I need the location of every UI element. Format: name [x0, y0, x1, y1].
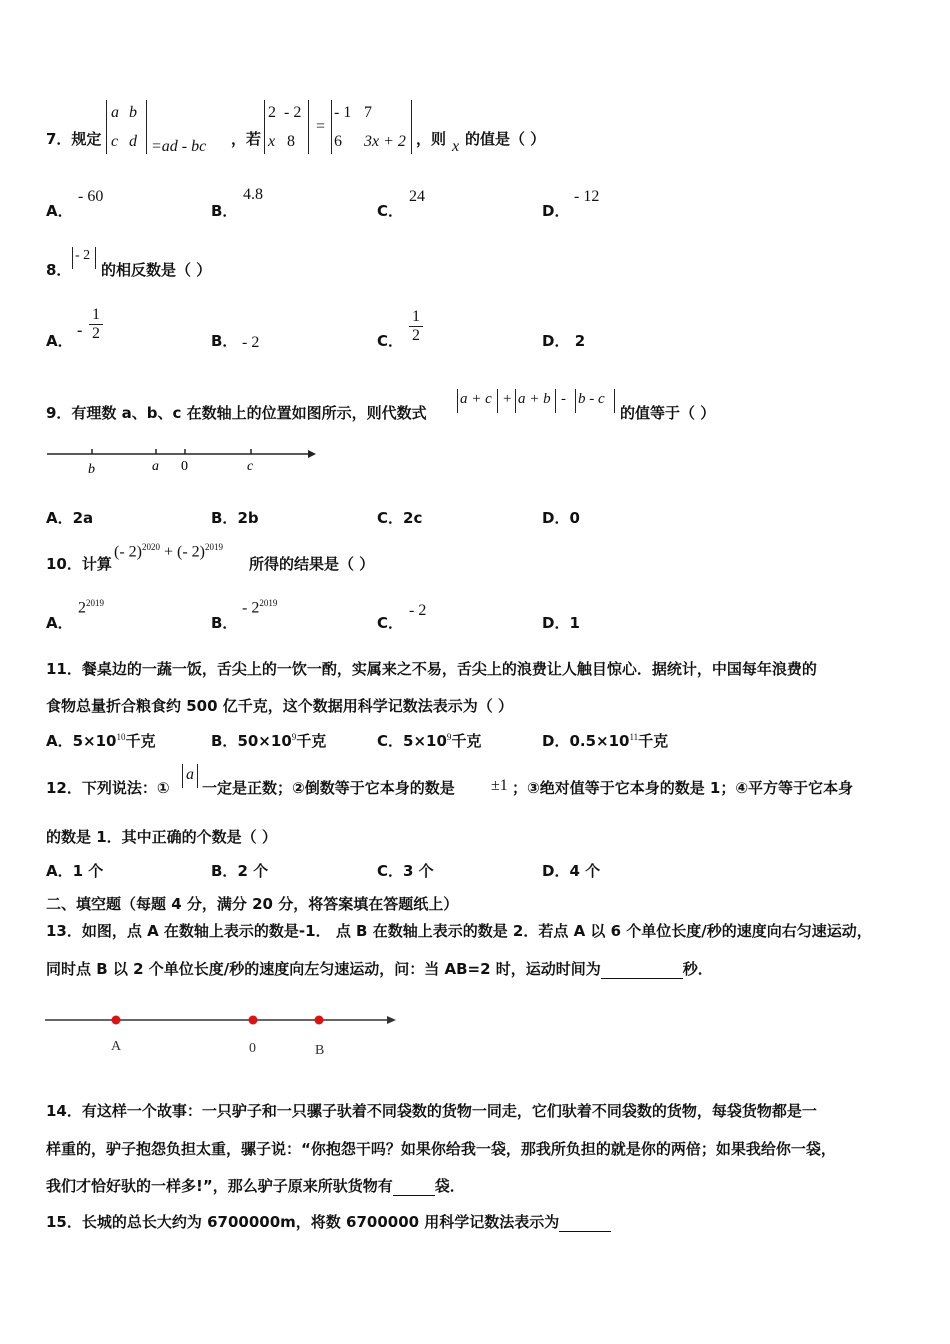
q10-option-b[interactable]: B． — [211, 614, 238, 632]
q9-label-0: 0 — [181, 459, 188, 474]
q12-option-a[interactable]: A．1 个 — [46, 862, 104, 880]
q13-label-0: 0 — [249, 1041, 256, 1056]
q15-line: 15．长城的总长大约为 6700000m，将数 6700000 用科学记数法表示为 — [46, 1211, 611, 1232]
q10-option-b-value: - $2^{2019}$ — [242, 598, 278, 617]
q9-label-c: c — [247, 459, 254, 474]
q9-tail: 的值等于（ ） — [620, 404, 716, 422]
q10-expression: (- 2)$^{2020}$ + (- 2)$^{2019}$ — [114, 542, 223, 561]
q10-option-a-value: $2^{2019}$ — [78, 598, 104, 617]
q12-pm: ±1 — [491, 777, 508, 794]
q8-label: 8． — [46, 261, 72, 279]
q12-tail: ；③绝对值等于它本身的数是 1；④平方等于它本身 — [512, 779, 854, 797]
q11-line-2: 食物总量折合粮食约 500 亿千克，这个数据用科学记数法表示为（ ） — [46, 697, 513, 715]
q8-option-c[interactable]: C． — [377, 332, 404, 350]
q13-number-line — [40, 1008, 400, 1060]
q8-option-c-fraction: $\frac{1}{2}$ — [409, 308, 423, 345]
q10-option-c[interactable]: C． — [377, 614, 404, 632]
q14-line-1: 14．有这样一个故事：一只驴子和一只骡子驮着不同袋数的货物一同走，它们驮着不同袋数的货物，每袋货物都是一 — [46, 1102, 817, 1120]
q7-tail: 的值是（ ） — [465, 130, 546, 148]
q11-option-d[interactable]: D．$0.5\times 10^{11}$千克 — [542, 732, 669, 750]
q13-line-2: 同时点 B 以 2 个单位长度/秒的速度向左匀速运动，问：当 AB=2 时，运动时间为 秒． — [46, 960, 713, 978]
q10-option-d[interactable]: D．1 — [542, 614, 580, 632]
q7-option-c-value: 24 — [409, 188, 425, 205]
q10-tail: 所得的结果是（ ） — [249, 555, 375, 573]
q8-tail: 的相反数是（ ） — [101, 261, 212, 279]
q13-label-a: A — [111, 1039, 122, 1054]
q7-if: ，若 — [231, 130, 262, 148]
q7-equals: = — [316, 118, 326, 135]
q12-option-b[interactable]: B．2 个 — [211, 862, 269, 880]
q7-label: 7．规定 — [46, 130, 102, 148]
q13-axis-arrow — [387, 1016, 396, 1024]
q12-line-2: 的数是 1．其中正确的个数是（ ） — [46, 828, 277, 846]
q11-line-1: 11．餐桌边的一蔬一饭，舌尖上的一饮一酌，实属来之不易，舌尖上的浪费让人触目惊心．据统计，中国每年浪费的 — [46, 660, 817, 678]
q10-option-a[interactable]: A． — [46, 614, 73, 632]
q11-option-b[interactable]: B．$50\times 10^9$千克 — [211, 732, 327, 750]
q8-option-a-sign: - — [77, 322, 83, 339]
q8-option-a[interactable]: A． — [46, 332, 73, 350]
q9-option-d[interactable]: D．0 — [542, 509, 580, 527]
q12-mid: 一定是正数；②倒数等于它本身的数是 — [202, 779, 455, 797]
q12-option-d[interactable]: D．4 个 — [542, 862, 601, 880]
q9-text: 9．有理数 a、b、c 在数轴上的位置如图所示，则代数式 — [46, 404, 427, 422]
q13-point-0 — [249, 1016, 258, 1025]
q7-then: ，则 — [416, 130, 447, 148]
q9-option-b[interactable]: B．2b — [211, 509, 259, 527]
q7-var: x — [452, 138, 460, 155]
q13-label-b: B — [315, 1043, 325, 1058]
q7-option-b-value: 4.8 — [243, 186, 263, 203]
q8-option-b[interactable]: B． — [211, 332, 238, 350]
q7-option-c[interactable]: C． — [377, 202, 404, 220]
q8-option-d[interactable]: D． 2 — [542, 332, 586, 350]
q8-option-a-fraction: $\frac{1}{2}$ — [89, 306, 103, 343]
q7-option-b[interactable]: B． — [211, 202, 238, 220]
q8-option-b-value: - 2 — [242, 334, 260, 351]
q14-line-3: 我们才恰好驮的一样多!”，那么驴子原来所驮货物有 袋． — [46, 1177, 465, 1195]
q12-option-c[interactable]: C．3 个 — [377, 862, 434, 880]
q9-axis-arrow — [308, 450, 316, 458]
q9-label-a: a — [152, 459, 159, 474]
q10-option-c-value: - 2 — [409, 602, 427, 619]
q14-line-2: 样重的，驴子抱怨负担太重，骡子说：“你抱怨干吗？如果你给我一袋，那我所负担的就是你的两倍；如果我给你一袋， — [46, 1140, 836, 1158]
q13-point-b — [315, 1016, 324, 1025]
q9-option-a[interactable]: A．2a — [46, 509, 94, 527]
q13-answer-blank[interactable] — [601, 960, 683, 979]
q7-option-d[interactable]: D． — [542, 202, 570, 220]
q9-number-line — [40, 440, 320, 480]
q10-label: 10．计算 — [46, 555, 112, 573]
q13-line-1: 13．如图，点 A 在数轴上表示的数是-1． 点 B 在数轴上表示的数是 2．若点 A 以 6 个单位长度/秒的速度向右匀速运动， — [46, 922, 872, 940]
section-2-heading: 二、填空题（每题 4 分，满分 20 分，将答案填在答题纸上） — [46, 895, 459, 913]
q11-option-a[interactable]: A．$5\times 10^{10}$千克 — [46, 732, 156, 750]
q7-option-d-value: - 12 — [574, 188, 600, 205]
q7-option-a[interactable]: A． — [46, 202, 73, 220]
q9-label-b: b — [88, 462, 95, 477]
q14-answer-blank[interactable] — [393, 1177, 435, 1196]
q7-option-a-value: - 60 — [78, 188, 104, 205]
q11-option-c[interactable]: C．$5\times 10^9$千克 — [377, 732, 482, 750]
q12-label: 12．下列说法：① — [46, 779, 170, 797]
q13-point-a — [112, 1016, 121, 1025]
q15-answer-blank[interactable] — [559, 1213, 611, 1232]
q9-option-c[interactable]: C．2c — [377, 509, 423, 527]
